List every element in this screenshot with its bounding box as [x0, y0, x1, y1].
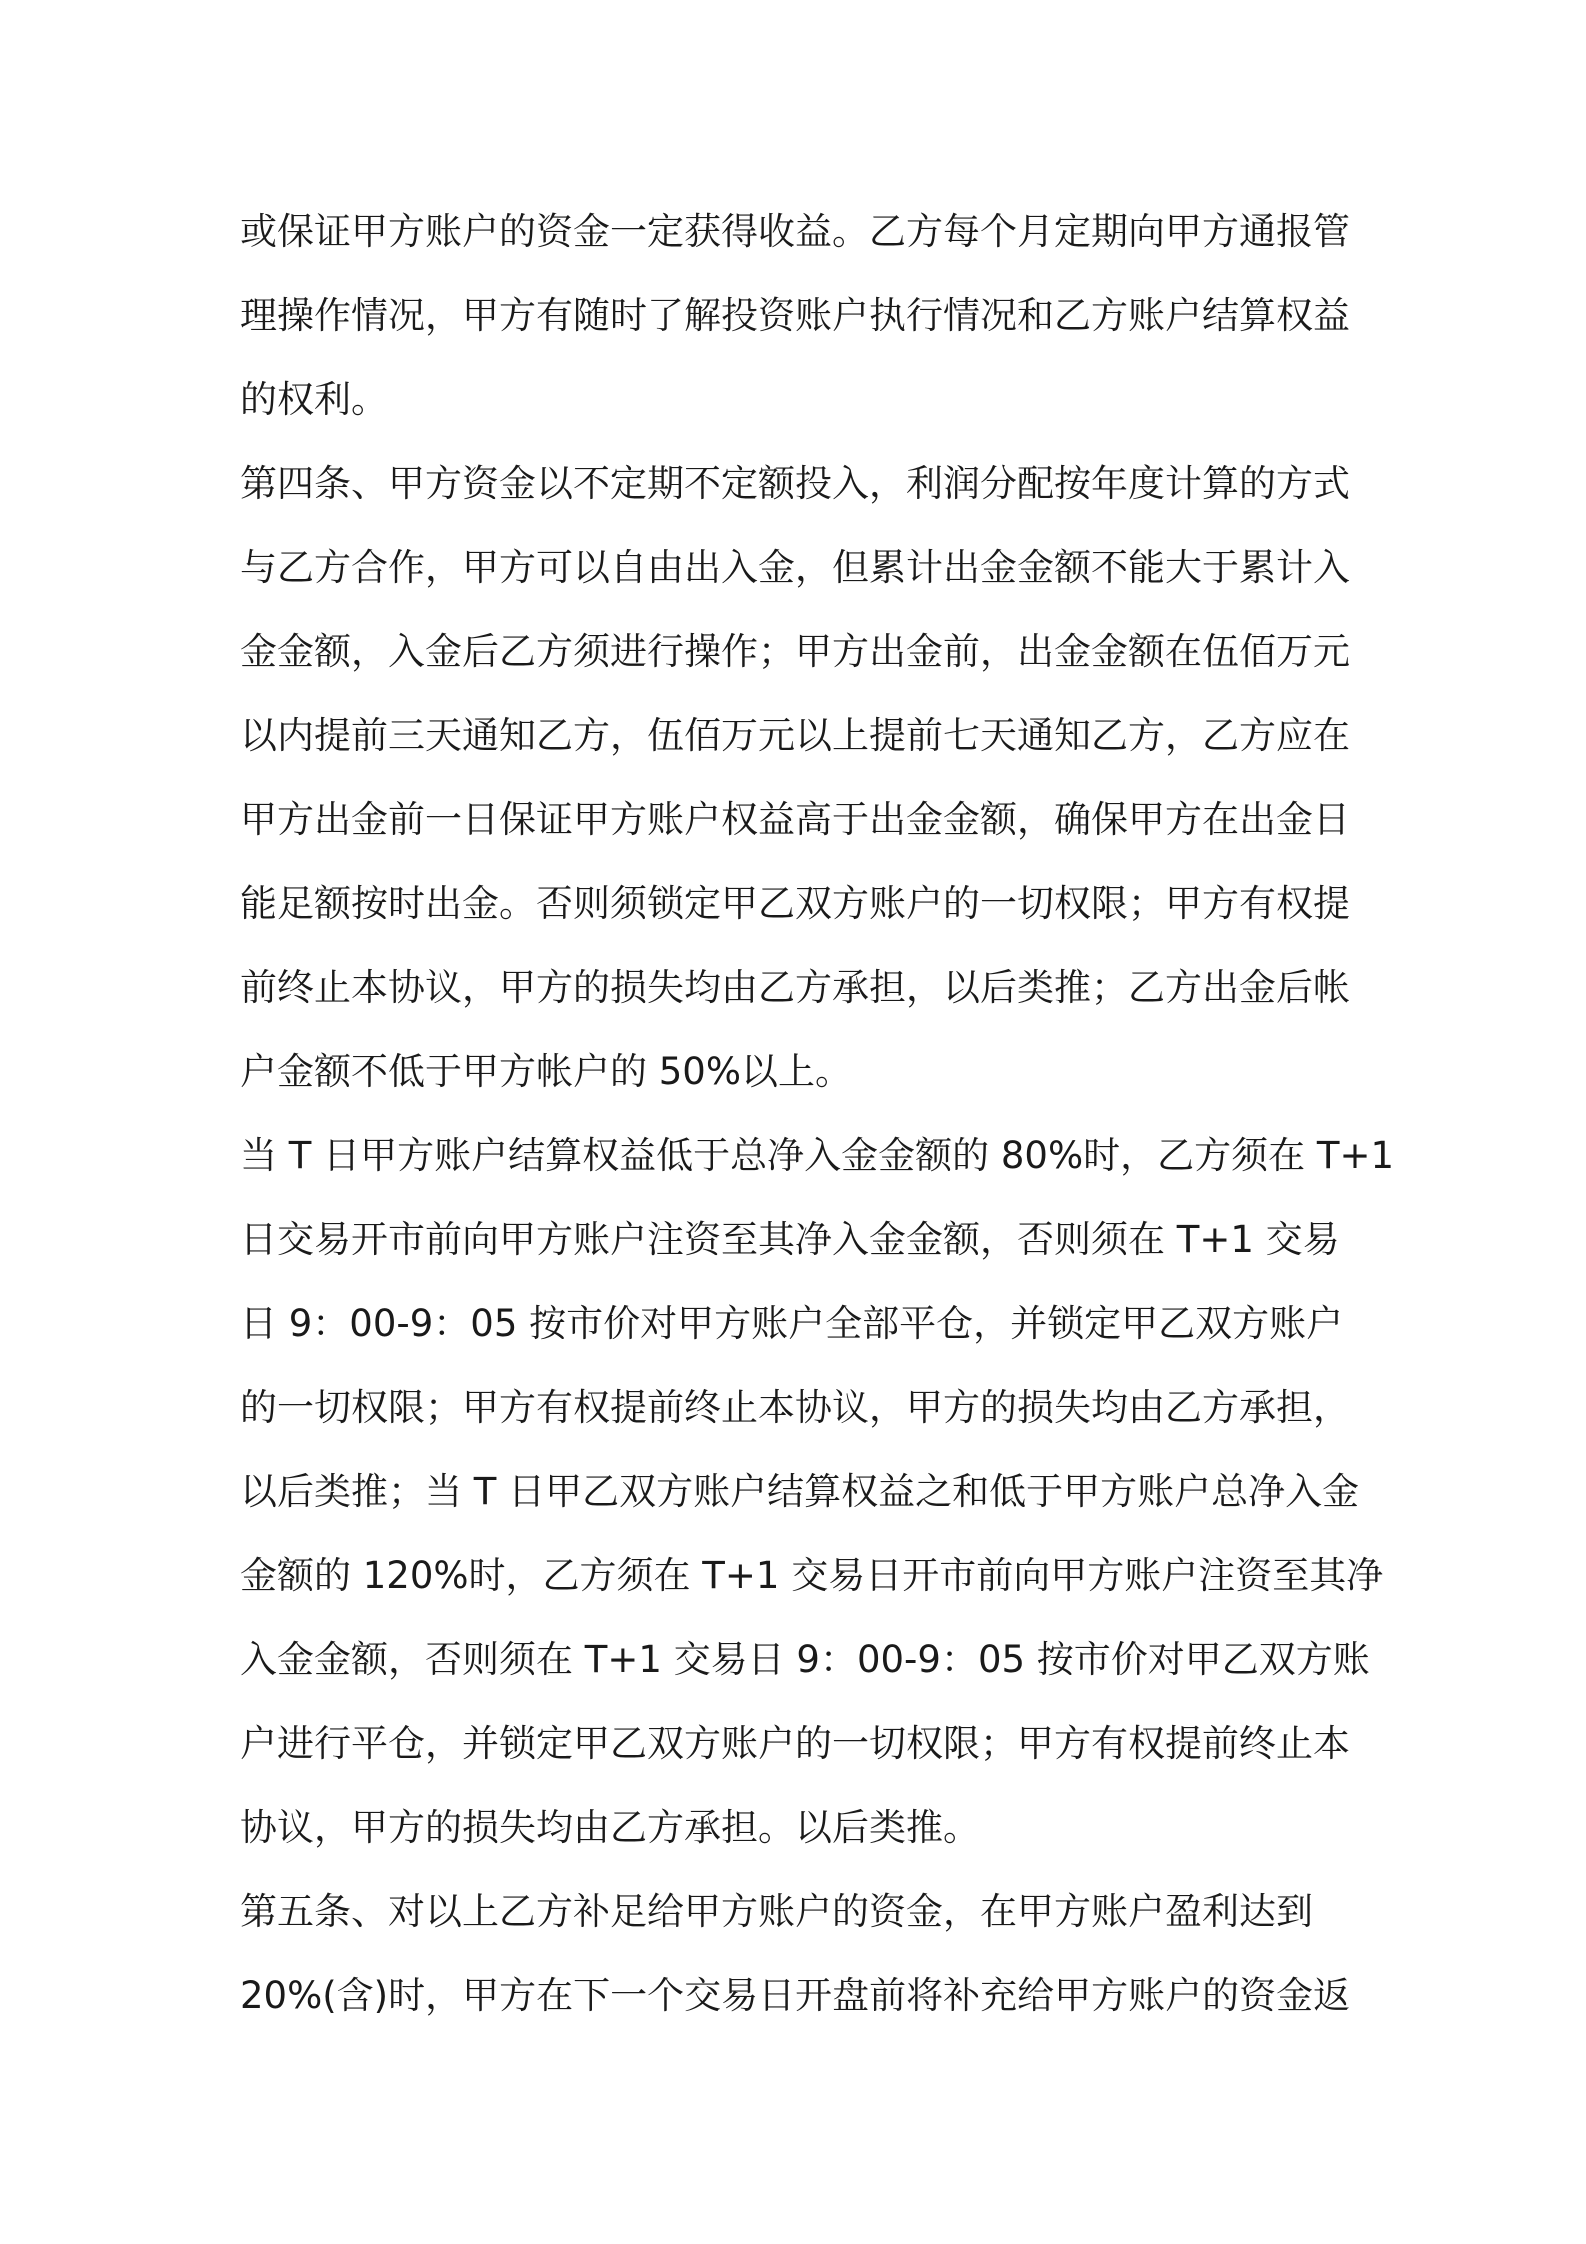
text-line: 与乙方合作，甲方可以自由出入金，但累计出金金额不能大于累计入	[240, 546, 1350, 589]
text-line: 或保证甲方账户的资金一定获得收益。乙方每个月定期向甲方通报管	[240, 210, 1350, 253]
text-line: 户金额不低于甲方帐户的 50%以上。	[240, 1050, 852, 1093]
text-line: 入金金额，否则须在 T+1 交易日 9：00-9：05 按市价对甲乙双方账	[240, 1638, 1370, 1681]
text-line: 的一切权限；甲方有权提前终止本协议，甲方的损失均由乙方承担，	[240, 1386, 1350, 1429]
text-line: 理操作情况，甲方有随时了解投资账户执行情况和乙方账户结算权益	[240, 294, 1350, 337]
text-line: 当 T 日甲方账户结算权益低于总净入金金额的 80%时，乙方须在 T+1	[240, 1134, 1395, 1177]
text-line: 的权利。	[240, 378, 388, 421]
text-line: 协议，甲方的损失均由乙方承担。以后类推。	[240, 1806, 980, 1849]
text-line: 甲方出金前一日保证甲方账户权益高于出金金额，确保甲方在出金日	[240, 798, 1350, 841]
text-line: 金金额，入金后乙方须进行操作；甲方出金前，出金金额在伍佰万元	[240, 630, 1350, 673]
text-line: 第五条、对以上乙方补足给甲方账户的资金，在甲方账户盈利达到	[240, 1890, 1313, 1933]
text-line: 第四条、甲方资金以不定期不定额投入，利润分配按年度计算的方式	[240, 462, 1350, 505]
text-line: 20%(含)时，甲方在下一个交易日开盘前将补充给甲方账户的资金返	[240, 1974, 1351, 2017]
text-line: 日交易开市前向甲方账户注资至其净入金金额，否则须在 T+1 交易	[240, 1218, 1340, 1261]
text-line: 金额的 120%时，乙方须在 T+1 交易日开市前向甲方账户注资至其净	[240, 1554, 1384, 1597]
text-line: 能足额按时出金。否则须锁定甲乙双方账户的一切权限；甲方有权提	[240, 882, 1350, 925]
text-line: 户进行平仓，并锁定甲乙双方账户的一切权限；甲方有权提前终止本	[240, 1722, 1350, 1765]
document-body	[240, 190, 1395, 2038]
text-line: 前终止本协议，甲方的损失均由乙方承担，以后类推；乙方出金后帐	[240, 966, 1350, 1009]
text-line: 以后类推；当 T 日甲乙双方账户结算权益之和低于甲方账户总净入金	[240, 1470, 1360, 1513]
text-line: 以内提前三天通知乙方，伍佰万元以上提前七天通知乙方，乙方应在	[240, 714, 1350, 757]
text-line: 日 9：00-9：05 按市价对甲方账户全部平仓，并锁定甲乙双方账户	[240, 1302, 1344, 1345]
